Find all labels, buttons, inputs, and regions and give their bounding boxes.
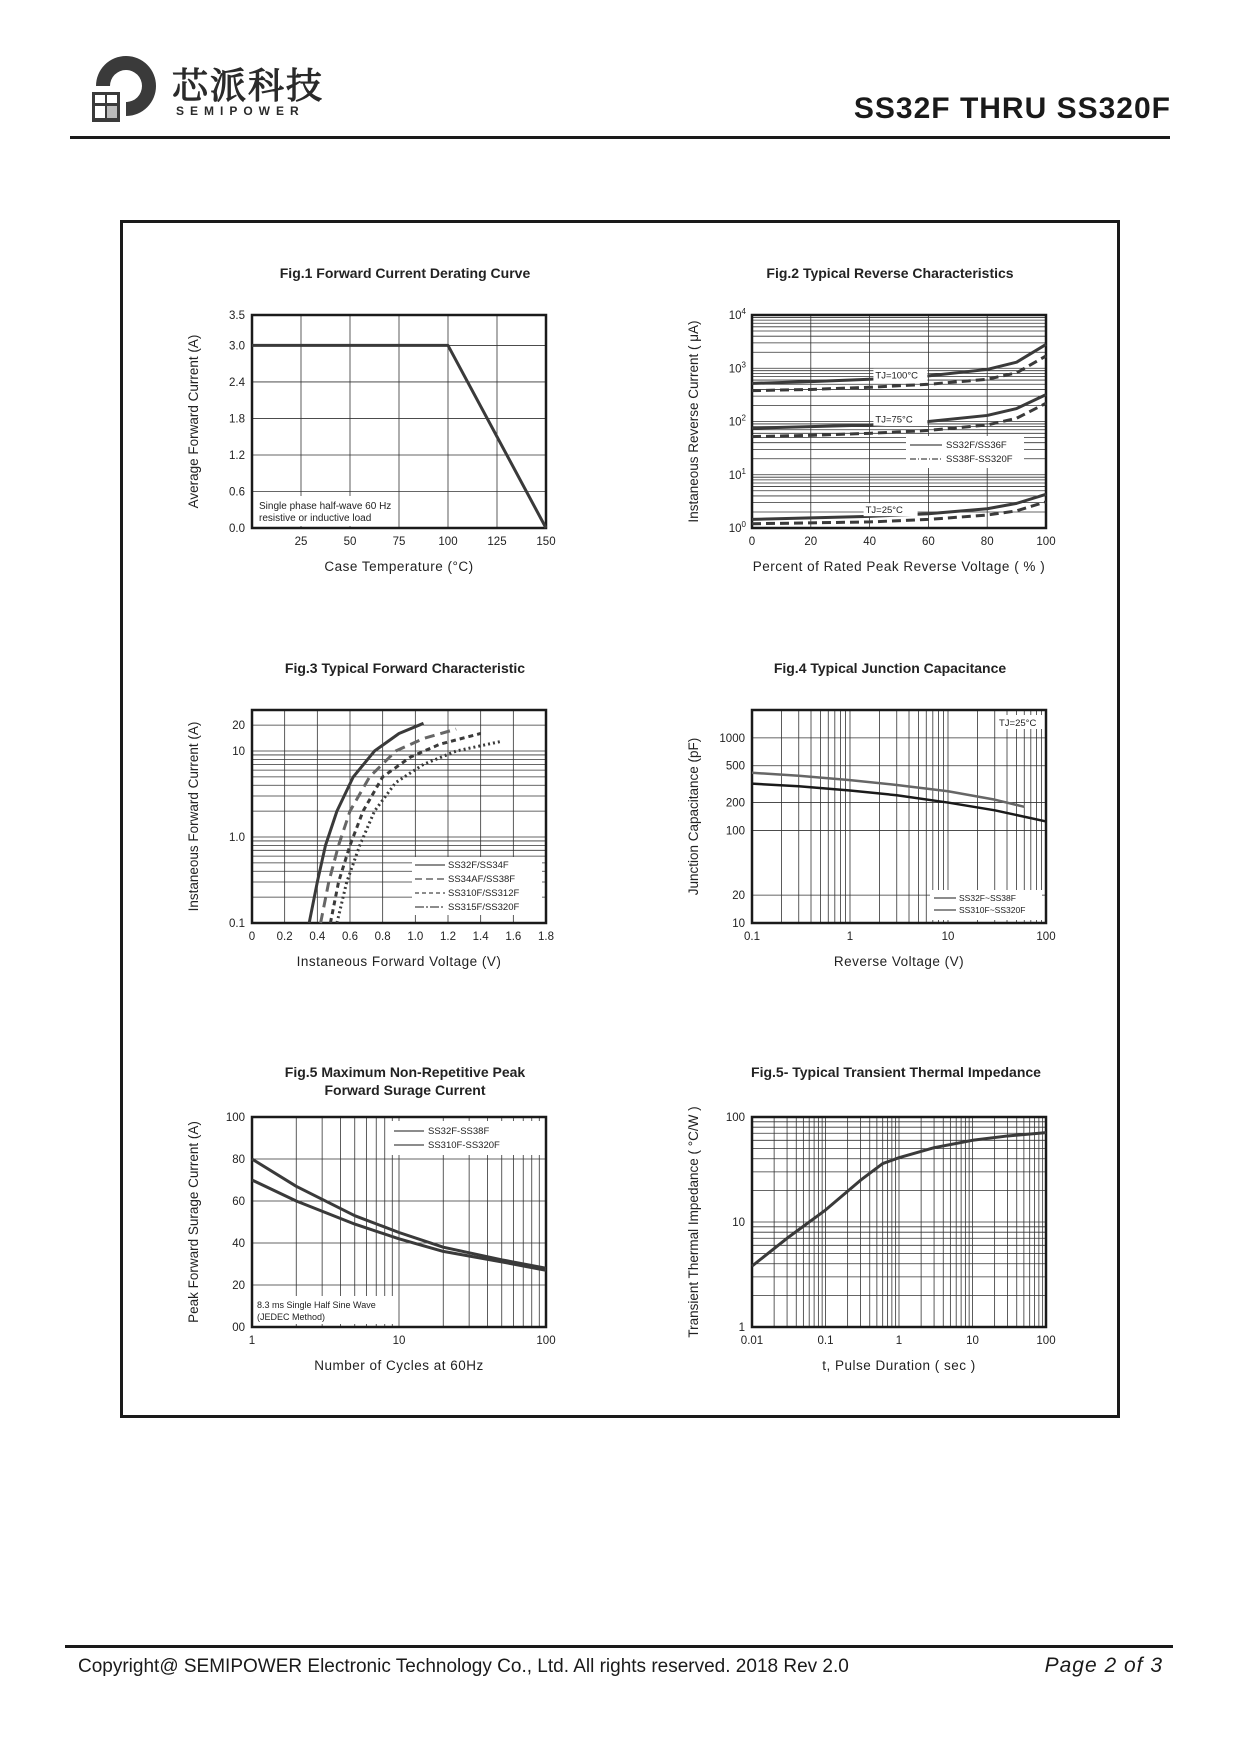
- fig6-x-axis-label: t, Pulse Duration ( sec ): [822, 1358, 976, 1373]
- fig4-chart: [680, 653, 1080, 983]
- figure-1: [180, 258, 580, 588]
- footer-divider: [65, 1645, 1173, 1648]
- fig2-annotation: TJ=25°C: [865, 505, 903, 517]
- fig1-xtick-label: 125: [487, 536, 507, 548]
- fig3-xtick-label: 1.6: [505, 931, 522, 943]
- page-header: [0, 0, 1241, 150]
- figure-4: [680, 653, 1080, 983]
- fig2-xtick-label: 20: [804, 536, 818, 548]
- fig5-xtick-label: 1: [248, 1335, 256, 1347]
- fig3-legend-label: SS310F/SS312F: [448, 888, 520, 899]
- fig4-xtick-label: 0.1: [744, 931, 760, 943]
- fig2-xtick-label: 60: [922, 536, 935, 548]
- page-number: Page 2 of 3: [1044, 1654, 1163, 1677]
- fig4-xtick-label: 1: [846, 931, 854, 943]
- fig3-series-0: [309, 723, 423, 923]
- fig2-ytick-label: $10^3$: [728, 360, 746, 376]
- fig5-xtick-label: 10: [392, 1335, 406, 1347]
- fig4-xtick-label: 100: [1036, 931, 1056, 943]
- fig5-chart: [180, 1055, 580, 1385]
- fig6-chart: [680, 1055, 1080, 1385]
- brand-name-chinese: 芯派科技: [172, 66, 325, 107]
- fig2-title: Fig.2 Typical Reverse Characteristics: [766, 265, 1014, 281]
- fig5-ytick-label: 20: [232, 1280, 245, 1292]
- fig1-y-axis-label: Average Forward Current (A): [186, 334, 201, 509]
- fig2-ytick-label: $10^2$: [728, 413, 746, 429]
- fig1-ytick-label: 0.6: [229, 486, 245, 499]
- fig1-annotation: Single phase half-wave 60 Hz: [259, 501, 392, 512]
- fig5-ytick-label: 60: [232, 1196, 245, 1208]
- fig3-xtick-label: 0: [248, 931, 256, 943]
- document-title: SS32F THRU SS320F: [853, 92, 1171, 125]
- fig1-xtick-label: 75: [392, 536, 406, 548]
- fig1-ytick-label: 1.2: [229, 449, 245, 462]
- fig4-y-axis-label: Junction Capacitance (pF): [686, 737, 701, 896]
- fig5-y-axis-label: Peak Forward Surage Current (A): [186, 1121, 201, 1323]
- fig1-xtick-label: 100: [438, 536, 458, 548]
- fig4-x-axis-label: Reverse Voltage (V): [833, 954, 965, 969]
- fig1-xtick-label: 150: [536, 536, 556, 548]
- fig3-xtick-label: 0.4: [309, 931, 326, 943]
- figure-2: [680, 258, 1080, 588]
- fig2-xtick-label: 80: [980, 536, 994, 548]
- fig4-ytick-label: 10: [732, 918, 745, 930]
- fig2-xtick-label: 40: [863, 536, 876, 548]
- fig1-xtick-label: 25: [294, 536, 308, 548]
- fig3-xtick-label: 1.4: [472, 931, 489, 943]
- fig5-ytick-label: 80: [232, 1154, 245, 1166]
- fig1-ytick-label: 2.4: [229, 376, 245, 389]
- fig6-ytick-label: 1: [738, 1322, 745, 1334]
- figure-3: [180, 653, 580, 983]
- fig2-x-axis-label: Percent of Rated Peak Reverse Voltage ( % ): [752, 559, 1046, 574]
- fig5-legend-label: SS32F-SS38F: [428, 1126, 490, 1137]
- fig6-xtick-label: 0.01: [740, 1335, 764, 1347]
- fig2-xtick-label: 0: [748, 536, 756, 548]
- figure-5: [180, 1055, 580, 1385]
- fig4-legend-label: SS32F~SS38F: [959, 893, 1016, 903]
- fig2-y-axis-label: Instaneous Reverse Current ( μA): [686, 320, 701, 523]
- fig1-ytick-label: 0.0: [229, 523, 245, 535]
- fig3-xtick-label: 1.2: [440, 931, 456, 943]
- fig3-y-axis-label: Instaneous Forward Current (A): [186, 721, 201, 912]
- fig2-ytick-label: $10^4$: [728, 307, 746, 322]
- fig1-ytick-label: 3.0: [229, 340, 245, 353]
- semipower-logo-icon: [86, 48, 164, 126]
- fig5-title: Fig.5 Maximum Non-Repetitive Peak: [284, 1064, 526, 1080]
- fig6-title: Fig.5- Typical Transient Thermal Impedance: [751, 1064, 1041, 1080]
- copyright-text: Copyright@ SEMIPOWER Electronic Technology Co., Ltd. All rights reserved. 2018 Rev 2.0: [78, 1656, 849, 1677]
- fig4-annotation: TJ=25°C: [999, 718, 1037, 729]
- fig2-legend-label: SS32F/SS36F: [946, 440, 1007, 451]
- fig4-title: Fig.4 Typical Junction Capacitance: [773, 660, 1007, 676]
- figure-6: [680, 1055, 1080, 1385]
- fig3-x-axis-label: Instaneous Forward Voltage (V): [296, 954, 502, 969]
- fig6-grid: [752, 1117, 1046, 1327]
- fig5-x-axis-label: Number of Cycles at 60Hz: [314, 1358, 484, 1373]
- fig4-xtick-label: 10: [941, 931, 955, 943]
- fig2-chart: [680, 258, 1080, 588]
- fig3-xtick-label: 0.2: [276, 931, 293, 943]
- fig3-xtick-label: 0.6: [342, 931, 358, 943]
- fig5-legend-label: SS310F-SS320F: [428, 1140, 500, 1151]
- fig3-legend-label: SS32F/SS34F: [448, 860, 509, 871]
- fig2-annotation: TJ=100°C: [875, 370, 919, 382]
- fig3-legend-label: SS34AF/SS38F: [448, 874, 516, 885]
- fig6-xtick-label: 100: [1036, 1335, 1056, 1347]
- fig1-xtick-label: 50: [343, 536, 357, 548]
- fig4-ytick-label: 20: [732, 890, 745, 903]
- fig3-ytick-label: 0.1: [229, 918, 245, 930]
- fig2-ytick-label: $10^1$: [728, 466, 746, 482]
- fig3-legend-label: SS315F/SS320F: [448, 902, 520, 913]
- fig3-xtick-label: 1.0: [407, 931, 424, 943]
- fig2-ytick-label: $10^0$: [728, 520, 746, 535]
- fig5-annotation: 8.3 ms Single Half Sine Wave: [257, 1300, 376, 1310]
- fig6-y-axis-label: Transient Thermal Impedance ( °C/W ): [686, 1106, 701, 1338]
- fig1-x-axis-label: Case Temperature (°C): [324, 559, 474, 574]
- fig4-series-0: [752, 773, 1024, 807]
- fig5-ytick-label: 40: [232, 1238, 245, 1250]
- fig1-ytick-label: 3.5: [229, 310, 245, 322]
- fig3-ytick-label: 10: [232, 746, 245, 759]
- fig5-ytick-label: 00: [232, 1322, 245, 1334]
- fig6-xtick-label: 1: [895, 1335, 903, 1347]
- brand-name-english: SEMIPOWER: [176, 104, 305, 118]
- fig1-chart: [180, 258, 580, 588]
- fig2-xtick-label: 100: [1036, 536, 1056, 548]
- fig6-ytick-label: 100: [725, 1112, 745, 1124]
- fig5-title-line2: Forward Surage Current: [324, 1082, 486, 1098]
- fig1-title: Fig.1 Forward Current Derating Curve: [279, 265, 531, 281]
- header-divider: [70, 136, 1170, 139]
- fig4-ytick-label: 100: [725, 825, 745, 838]
- fig4-ytick-label: 500: [725, 760, 745, 773]
- fig3-xtick-label: 0.8: [374, 931, 391, 943]
- fig3-ytick-label: 20: [232, 720, 245, 733]
- fig6-ytick-label: 10: [732, 1217, 745, 1229]
- fig3-title: Fig.3 Typical Forward Characteristic: [284, 660, 526, 676]
- fig3-xtick-label: 1.8: [538, 931, 554, 943]
- fig6-xtick-label: 10: [966, 1335, 979, 1347]
- fig4-ytick-label: 1000: [719, 732, 745, 745]
- fig3-ytick-label: 1.0: [229, 832, 245, 845]
- fig1-annotation: resistive or inductive load: [259, 513, 372, 524]
- fig5-annotation: (JEDEC Method): [257, 1312, 326, 1322]
- fig6-xtick-label: 0.1: [817, 1335, 834, 1347]
- fig4-ytick-label: 200: [725, 797, 745, 810]
- fig3-chart: [180, 653, 580, 983]
- fig2-annotation: TJ=75°C: [875, 414, 913, 426]
- fig5-xtick-label: 100: [536, 1335, 556, 1347]
- fig2-legend-label: SS38F-SS320F: [946, 454, 1013, 465]
- fig5-ytick-label: 100: [225, 1112, 245, 1124]
- fig4-legend-label: SS310F~SS320F: [959, 905, 1026, 915]
- fig1-ytick-label: 1.8: [229, 413, 245, 426]
